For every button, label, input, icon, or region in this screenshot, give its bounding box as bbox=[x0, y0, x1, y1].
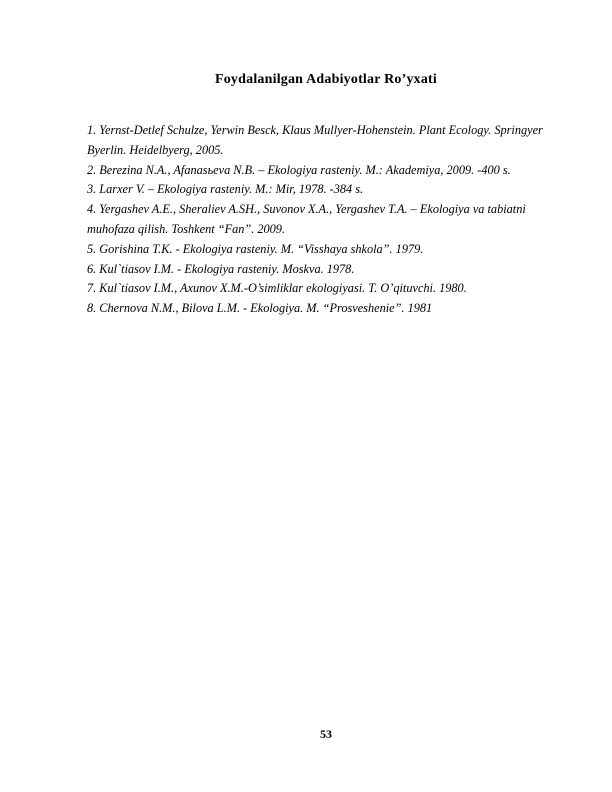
page-number: 53 bbox=[320, 727, 332, 741]
reference-item: 1. Yernst-Detlef Schulze, Yerwin Besck, Klaus Mullyer-Hohenstein. Plant Ecology. Springyer Byerlin. Heidelbyerg, 2005. bbox=[87, 123, 543, 157]
reference-item: 6. Kul`tiasov I.M. - Ekologiya rasteniy. Moskva. 1978. bbox=[87, 261, 355, 276]
reference-item: 8. Chernova N.M., Bilova L.M. - Ekologiya. M. “Prosveshenie”. 1981 bbox=[87, 301, 433, 316]
reference-item: 4. Yergashev A.E., Sheraliev A.SH., Suvonov X.A., Yergashev T.A. – Ekologiya va tabiatni muhofaza qilish. Toshkent “Fan”. 2009. bbox=[87, 202, 526, 236]
reference-list bbox=[87, 121, 557, 319]
reference-item: 3. Larxer V. – Ekologiya rasteniy. M.: Mir, 1978. -384 s. bbox=[87, 182, 364, 197]
reference-item: 5. Gorishina T.K. - Ekologiya rasteniy. M. “Visshaya shkola”. 1979. bbox=[87, 241, 424, 256]
page-title: Foydalanilgan Adabiyotlar Ro’yxati bbox=[214, 72, 438, 87]
reference-item: 2. Berezina N.A., Afanasьeva N.B. – Ekologiya rasteniy. M.: Akademiya, 2009. -400 s. bbox=[87, 162, 511, 177]
reference-item: 7. Kul`tiasov I.M., Axunov X.M.-O’simliklar ekologiyasi. T. O’qituvchi. 1980. bbox=[87, 281, 467, 296]
